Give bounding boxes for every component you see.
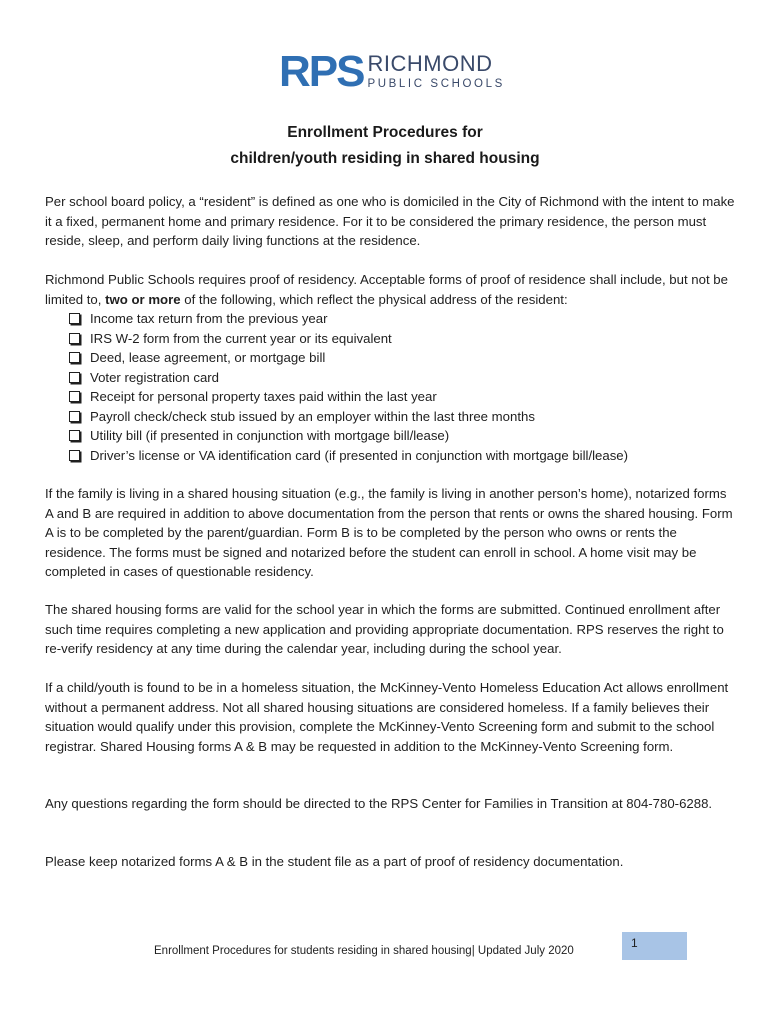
checklist-item: [69, 368, 628, 388]
checkbox-icon: [69, 333, 80, 344]
checkbox-icon: [69, 313, 80, 324]
paragraph-proof-text-before: Richmond Public Schools requires proof of residency. Acceptable forms of proof of residence shall include, but not be limited to,: [45, 272, 728, 307]
checkbox-icon: [69, 352, 80, 363]
checklist-item-label: Voter registration card: [90, 369, 220, 385]
paragraph-notarized-forms: Please keep notarized forms A & B in the student file as a part of proof of residency documentation.: [45, 854, 624, 869]
checklist-item-label: Payroll check/check stub issued by an employer within the last three months: [90, 408, 535, 424]
checklist-item: [69, 407, 628, 427]
checklist-item: [69, 387, 628, 407]
paragraph-proof-text-after: of the following, which reflect the physical address of the resident:: [180, 291, 568, 307]
logo-text: [367, 52, 504, 91]
document-title-line-1: Enrollment Procedures for: [287, 124, 483, 141]
rps-logo: [279, 47, 505, 96]
page-number-box: [622, 932, 687, 960]
checklist-item-label: Income tax return from the previous year: [90, 311, 328, 326]
paragraph-mckinney-vento: If a child/youth is found to be in a homeless situation, the McKinney-Vento Homeless Education Act allows enrollment without a permanent address. Not all shared housing situations are considered homeless. If a family believes their situation would qualify under this provision, complete the McKinney-Vento Screening form and submit to the school registrar. Shared Housing forms A & B may be requested in addition to the McKinney-Vento Screening form.: [45, 680, 729, 754]
checkbox-icon: [69, 411, 80, 422]
paragraph-proof-bold: two or more: [105, 291, 181, 307]
checklist-item-label: Receipt for personal property taxes paid within the last year: [90, 389, 437, 404]
paragraph-proof-of-residency: [45, 270, 735, 309]
document-title-line-2: children/youth residing in shared housing: [230, 150, 540, 167]
checklist-item: [69, 348, 628, 368]
checkbox-icon: [69, 391, 80, 402]
checklist-item-label: IRS W-2 form from the current year or its equivalent: [90, 330, 392, 346]
checklist-item: [69, 426, 628, 446]
checklist-item-label: Utility bill (if presented in conjunction with mortgage bill/lease): [90, 428, 450, 443]
paragraph-shared-housing: If the family is living in a shared housing situation (e.g., the family is living in another person’s home), notarized forms A and B are required in addition to above documentation from the person that rents or owns the shared housing. Form A is to be completed by the parent/guardian. Form B is to be completed by the person who owns or rents the residence. The forms must be signed and notarized before the student can enroll in school. A home visit may be completed in cases of questionable residency.: [45, 486, 733, 580]
checkbox-icon: [69, 450, 80, 461]
page-footer: [0, 936, 770, 962]
checklist-item-label: Deed, lease agreement, or mortgage bill: [90, 350, 326, 365]
checklist-item: [69, 446, 628, 466]
logo-name: RICHMOND: [367, 51, 493, 76]
checkbox-icon: [69, 372, 80, 383]
paragraph-contact: Any questions regarding the form should be directed to the RPS Center for Families in Transition at 804-780-6288.: [45, 796, 713, 811]
paragraph-resident-definition: Per school board policy, a “resident” is defined as one who is domiciled in the City of Richmond with the intent to make it a fixed, permanent home and primary residence. For it to be considered the primary residence, the person must reside, sleep, and perform daily living functions at the residence.: [45, 194, 735, 249]
checkbox-icon: [69, 430, 80, 441]
residency-document-checklist: [69, 309, 628, 465]
logo-subname: PUBLIC SCHOOLS: [367, 78, 505, 90]
footer-text: Enrollment Procedures for students residing in shared housing| Updated July 2020: [154, 945, 574, 957]
checklist-item: [69, 309, 628, 329]
logo-mark: RPS: [279, 47, 364, 96]
checklist-item: [69, 329, 628, 349]
paragraph-validity: The shared housing forms are valid for the school year in which the forms are submitted. Continued enrollment after such time requires completing a new application and providing appropriate documentation. RPS reserves the right to re-verify residency at any time during the calendar year, including during the school year.: [45, 602, 724, 657]
checklist-item-label: Driver’s license or VA identification card (if presented in conjunction with mortgage bill/lease): [90, 447, 629, 463]
page-number: 1: [631, 936, 638, 950]
